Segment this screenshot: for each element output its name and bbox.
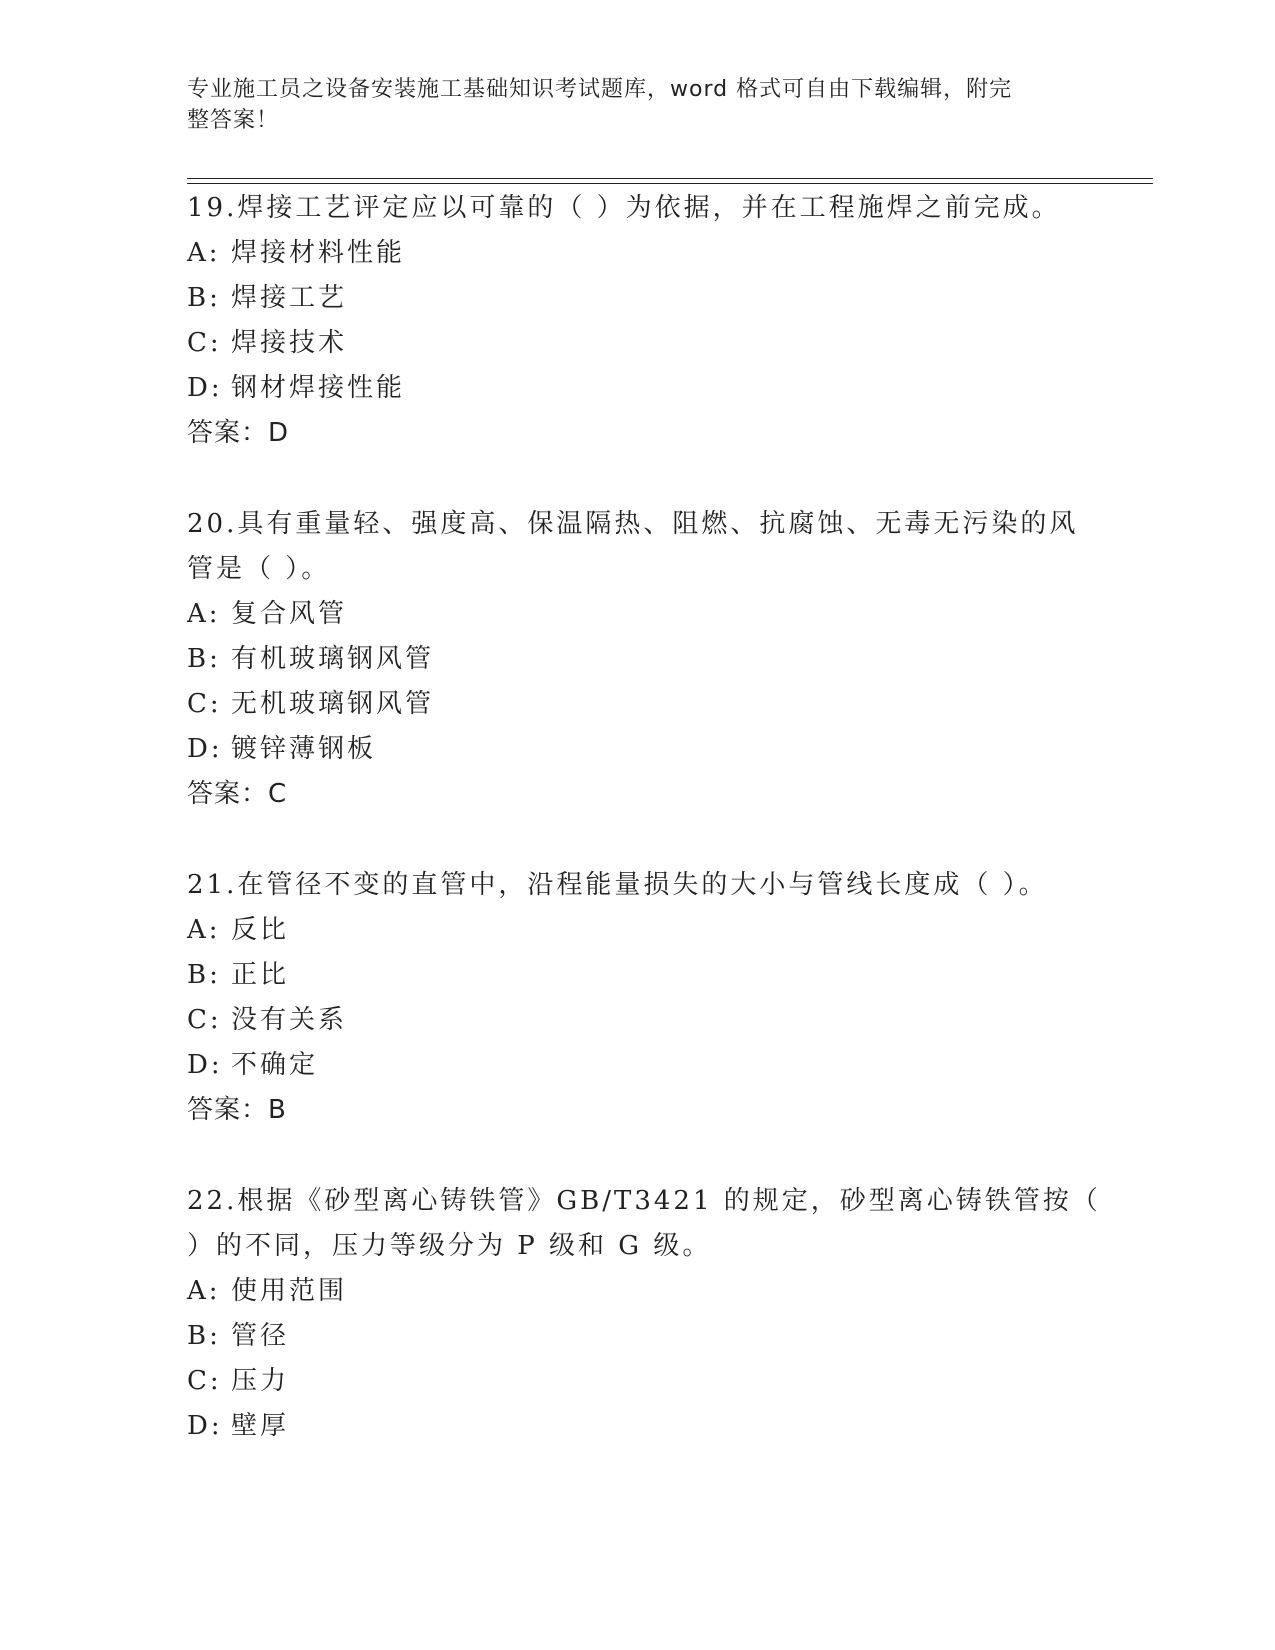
document-header (187, 74, 1067, 136)
question-21-option-c (187, 1003, 347, 1037)
question-21-option-d (187, 1048, 318, 1082)
question-22-option-b (187, 1319, 289, 1353)
question-20-option-c (187, 687, 434, 721)
question-22-option-d (187, 1409, 289, 1443)
option-letter: A: (187, 1276, 221, 1306)
question-20-option-d (187, 732, 376, 766)
option-text: 反比 (231, 915, 290, 945)
question-22-stem-line-2: ）的不同，压力等级分为 P 级和 G 级。 (187, 1231, 712, 1261)
option-text: 无机玻璃钢风管 (231, 689, 435, 719)
option-letter: B: (187, 644, 221, 674)
question-20-option-b (187, 642, 434, 676)
option-letter: B: (187, 960, 221, 990)
question-19-option-a (187, 236, 405, 270)
option-letter: C: (187, 1005, 222, 1035)
question-19-option-c (187, 326, 347, 360)
question-22-option-c (187, 1364, 289, 1398)
question-20-stem-line-2: 管是（ ）。 (187, 554, 331, 584)
option-letter: A: (187, 599, 221, 629)
option-letter: C: (187, 328, 222, 358)
question-22-stem-line-1: 22.根据《砂型离心铸铁管》GB/T3421 的规定，砂型离心铸铁管按（ (187, 1186, 1101, 1216)
question-21-answer: 答案：B (187, 1095, 287, 1125)
option-letter: D: (187, 373, 223, 403)
option-letter: B: (187, 283, 221, 313)
option-text: 焊接材料性能 (231, 238, 406, 268)
question-19-answer: 答案：D (187, 418, 290, 448)
option-letter: C: (187, 689, 222, 719)
header-line-2: 整答案！ (187, 108, 280, 133)
option-text: 焊接技术 (231, 328, 348, 358)
header-divider-bottom (187, 183, 1153, 184)
question-19-option-b (187, 281, 347, 315)
option-text: 有机玻璃钢风管 (231, 644, 435, 674)
option-text: 不确定 (231, 1050, 319, 1080)
question-20-answer: 答案：C (187, 779, 288, 809)
option-letter: D: (187, 1050, 223, 1080)
question-20-option-a (187, 597, 347, 631)
option-letter: D: (187, 1411, 223, 1441)
option-text: 复合风管 (231, 599, 348, 629)
question-19-option-d (187, 371, 405, 405)
question-20-stem-line-1: 20.具有重量轻、强度高、保温隔热、阻燃、抗腐蚀、无毒无污染的风 (187, 509, 1079, 539)
option-letter: A: (187, 238, 221, 268)
option-letter: B: (187, 1321, 221, 1351)
option-text: 没有关系 (231, 1005, 348, 1035)
question-19-stem: 19.焊接工艺评定应以可靠的（ ）为依据，并在工程施焊之前完成。 (187, 193, 1061, 223)
option-text: 正比 (231, 960, 290, 990)
option-text: 壁厚 (231, 1411, 290, 1441)
option-text: 钢材焊接性能 (231, 373, 406, 403)
question-22-option-a (187, 1274, 347, 1308)
question-21-option-a (187, 913, 289, 947)
option-letter: A: (187, 915, 221, 945)
option-letter: C: (187, 1366, 222, 1396)
option-text: 镀锌薄钢板 (231, 734, 377, 764)
question-21-option-b (187, 958, 289, 992)
header-line-1: 专业施工员之设备安装施工基础知识考试题库，word 格式可自由下载编辑，附完 (187, 77, 1013, 102)
question-21-stem: 21.在管径不变的直管中，沿程能量损失的大小与管线长度成（ ）。 (187, 870, 1048, 900)
option-text: 压力 (231, 1366, 290, 1396)
option-text: 焊接工艺 (231, 283, 348, 313)
option-text: 管径 (231, 1321, 290, 1351)
option-text: 使用范围 (231, 1276, 348, 1306)
option-letter: D: (187, 734, 223, 764)
header-divider-top (187, 178, 1153, 179)
